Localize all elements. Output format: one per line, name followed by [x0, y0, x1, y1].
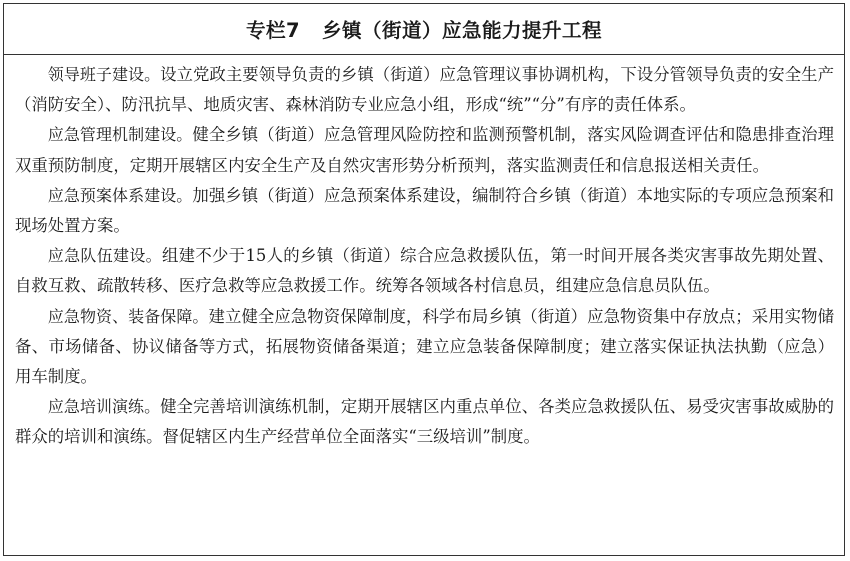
section-heading: 应急预案体系建设。	[47, 185, 193, 205]
column-header	[4, 4, 844, 55]
section-heading: 领导班子建设。	[47, 65, 161, 84]
section-body: 健全乡镇（街道）应急管理风险防控和监测预警机制，落实风险调查评估和隐患排查治理双重预防制度，定期开展辖区内安全生产及自然灾害形势分析预判，落实监测责任和信息报送相关责任。	[15, 125, 834, 175]
section-heading: 应急管理机制建设。	[47, 125, 193, 145]
section-training	[15, 392, 834, 452]
section-heading: 应急队伍建设。	[47, 246, 162, 266]
section-plans	[15, 181, 834, 241]
column-box	[3, 3, 845, 556]
column-title	[246, 15, 602, 43]
column-title-text: 乡镇（街道）应急能力提升工程	[322, 19, 603, 42]
section-heading: 应急物资、装备保障。	[47, 306, 209, 326]
section-heading: 应急培训演练。	[47, 397, 161, 417]
section-body: 加强乡镇（街道）应急预案体系建设，编制符合乡镇（街道）本地实际的专项应急预案和现场处置方案。	[15, 185, 834, 236]
section-body: 组建不少于15人的乡镇（街道）综合应急救援队伍，第一时间开展各类灾害事故先期处置、自救互救、疏散转移、医疗急救等应急救援工作。统筹各领域各村信息员，组建应急信息员队伍。	[15, 246, 834, 296]
section-body: 建立健全应急物资保障制度，科学布局乡镇（街道）应急物资集中存放点；采用实物储备、市场储备、协议储备等方式，拓展物资储备渠道；建立应急装备保障制度；建立落实保证执法执勤（应急）用车制度。	[15, 306, 834, 387]
column-content	[15, 60, 834, 453]
section-body: 设立党政主要领导负责的乡镇（街道）应急管理议事协调机构，下设分管领导负责的安全生产（消防安全）、防汛抗旱、地质灾害、森林消防专业应急小组，形成“统”“分”有序的责任体系。	[15, 65, 834, 115]
column-number: 专栏7	[245, 19, 301, 42]
section-supplies	[15, 302, 834, 393]
section-mechanism	[15, 120, 834, 180]
section-teams	[15, 241, 834, 301]
section-body: 健全完善培训演练机制，定期开展辖区内重点单位、各类应急救援队伍、易受灾害事故威胁的群众的培训和演练。督促辖区内生产经营单位全面落实“三级培训”制度。	[15, 397, 834, 447]
section-leadership	[15, 60, 834, 120]
